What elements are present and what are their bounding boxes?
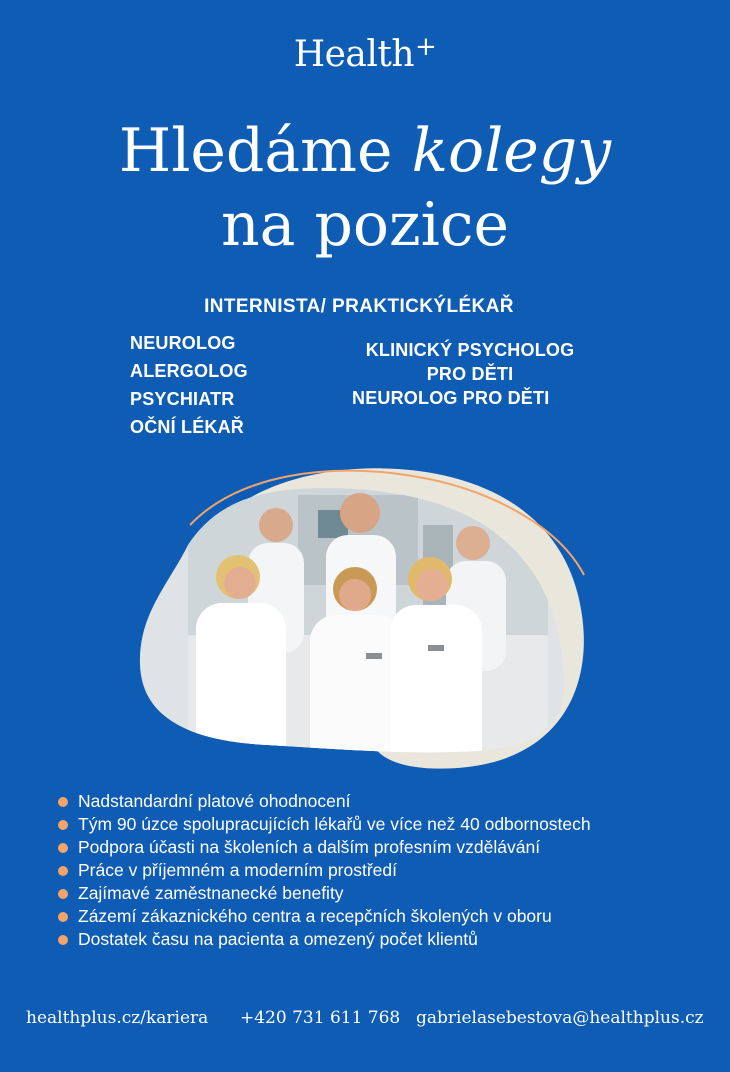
brand-name: Health xyxy=(293,34,415,75)
headline-prefix: Hledáme xyxy=(118,116,412,186)
position-item: OČNÍ LÉKAŘ xyxy=(130,417,244,437)
benefits-list xyxy=(58,790,591,951)
benefit-item: Zázemí zákaznického centra a recepčních školených v oboru xyxy=(58,905,591,928)
brand-logo xyxy=(0,34,730,75)
website-link[interactable]: healthplus.cz/kariera xyxy=(26,1008,209,1028)
position-main: INTERNISTA/ PRAKTICKÝLÉKAŘ xyxy=(204,296,514,317)
positions-left-list xyxy=(130,329,248,441)
brand-plus: + xyxy=(415,32,437,62)
position-item: ALERGOLOG xyxy=(130,361,248,381)
benefit-item: Podpora účasti na školeních a dalším profesním vzdělávání xyxy=(58,836,591,859)
team-photo xyxy=(128,455,600,775)
headline xyxy=(0,114,730,262)
position-item: NEUROLOG PRO DĚTI xyxy=(352,388,550,408)
benefit-item: Zajímavé zaměstnanecké benefity xyxy=(58,882,591,905)
headline-line-2: na pozice xyxy=(221,190,509,260)
email-link[interactable]: gabrielasebestova@healthplus.cz xyxy=(416,1008,704,1028)
position-item: PRO DĚTI xyxy=(426,364,514,384)
headline-line-1 xyxy=(0,114,730,188)
benefit-item: Nadstandardní platové ohodnocení xyxy=(58,790,591,813)
position-item: PSYCHIATR xyxy=(130,389,235,409)
headline-emphasis: kolegy xyxy=(411,116,612,186)
benefit-item: Dostatek času na pacienta a omezený počet klientů xyxy=(58,928,591,951)
positions-right-list xyxy=(350,338,590,410)
position-item: NEUROLOG xyxy=(130,333,236,353)
phone-number[interactable]: +420 731 611 768 xyxy=(240,1008,401,1028)
position-item: KLINICKÝ PSYCHOLOG xyxy=(365,340,575,360)
benefit-item: Tým 90 úzce spolupracujících lékařů ve více než 40 odbornostech xyxy=(58,813,591,836)
benefit-item: Práce v příjemném a moderním prostředí xyxy=(58,859,591,882)
team-photo-illustration xyxy=(128,455,600,775)
